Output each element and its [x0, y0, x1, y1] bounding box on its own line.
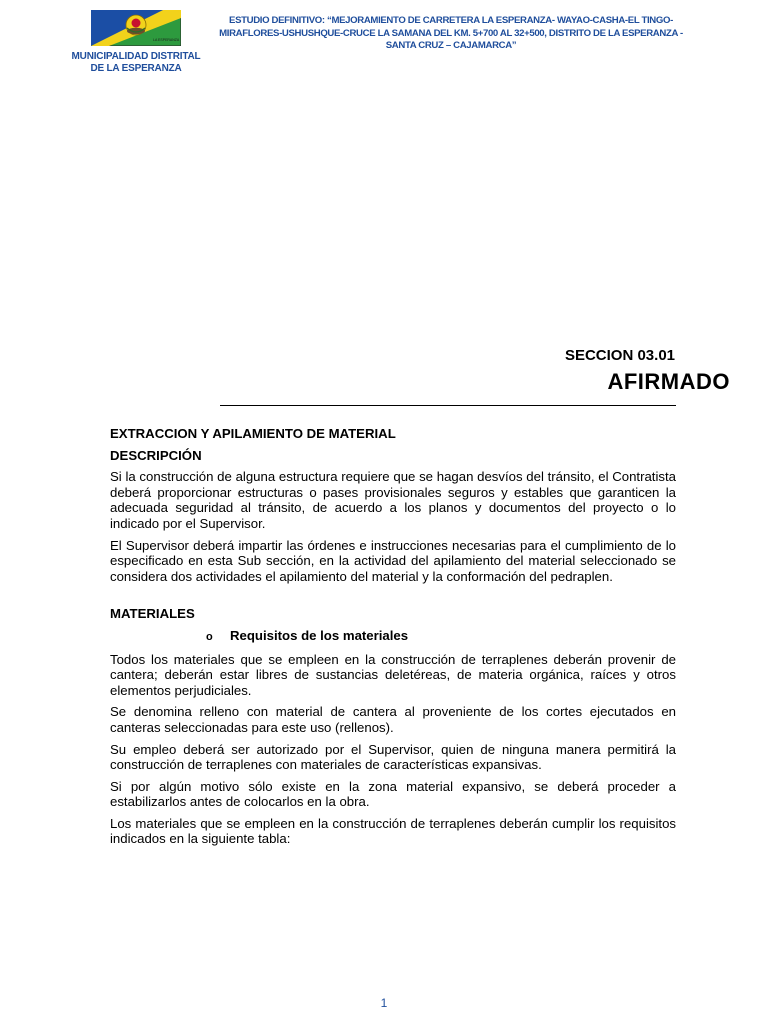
heading-materiales: MATERIALES: [110, 606, 195, 622]
paragraph-supervisor: El Supervisor deberá impartir las órdenes e instrucciones necesarias para el cumplimiento de lo especificado en esta Sub sección, en la actividad del apilamiento del material seleccionado se considera dos actividades el apilamiento del material y la conformación del pedraplen.: [110, 537, 676, 584]
paragraph-relleno-cantera: Se denomina relleno con material de cantera al proveniente de los cortes ejecutados en canteras seleccionadas para este uso (rellenos).: [110, 704, 676, 735]
paragraph-empleo-autorizado: Su empleo deberá ser autorizado por el Supervisor, quien de ninguna manera permitirá la construcción de terraplenes con materiales de características expansivas.: [110, 741, 676, 773]
flag-logo-text: LA ESPERANZA: [153, 38, 180, 42]
page-number: 1: [380, 996, 388, 1010]
heading-descripcion: DESCRIPCIÓN: [110, 447, 202, 463]
municipality-name-line-2: DE LA ESPERANZA: [90, 63, 182, 74]
municipality-flag-logo: [91, 10, 181, 46]
bullet-requisitos-text: Requisitos de los materiales: [230, 627, 409, 643]
paragraph-material-expansivo: Si por algún motivo sólo existe en la zona material expansivo, se deberá proceder a estabilizarlos antes de colocarlos en la obra.: [110, 778, 676, 810]
heading-extraccion: EXTRACCION Y APILAMIENTO DE MATERIAL: [110, 426, 396, 441]
study-title: ESTUDIO DEFINITIVO: “MEJORAMIENTO DE CARRETERA LA ESPERANZA- WAYAO-CASHA-EL TINGO-MIRAFLORES-USHUSHQUE-CRUCE LA SAMANA DEL KM. 5+700 AL 32+500, DISTRITO DE LA ESPERANZA - SANTA CRUZ – CAJAMARCA”: [219, 15, 683, 52]
municipality-name: [68, 51, 204, 75]
paragraph-desvios: Si la construcción de alguna estructura requiere que se hagan desvíos del tránsito, el Contratista deberá proporcionar estructuras o pases provisionales seguros y estables que garanticen la adecuada seguridad al tránsito, de acuerdo a los planos y documentos del proyecto o lo indicado por el Supervisor.: [110, 469, 676, 531]
municipality-name-line-1: MUNICIPALIDAD DISTRITAL: [71, 51, 201, 62]
section-divider: [220, 405, 676, 406]
section-number: SECCION 03.01: [564, 347, 675, 364]
municipality-logo-block: [68, 10, 204, 75]
document-body: [110, 426, 676, 853]
bullet-requisitos: [206, 628, 676, 646]
paragraph-todos-materiales: Todos los materiales que se empleen en la construcción de terraplenes deberán provenir de cantera; deberán estar libres de sustancias deletéreas, de materia orgánica, raíces y otros elementos perjudiciales.: [110, 651, 676, 698]
section-name: AFIRMADO: [607, 369, 730, 394]
bullet-mark: o: [206, 630, 213, 643]
paragraph-requisitos-tabla: Los materiales que se empleen en la construcción de terraplenes deberán cumplir los requisitos indicados en la siguiente tabla:: [110, 815, 676, 847]
